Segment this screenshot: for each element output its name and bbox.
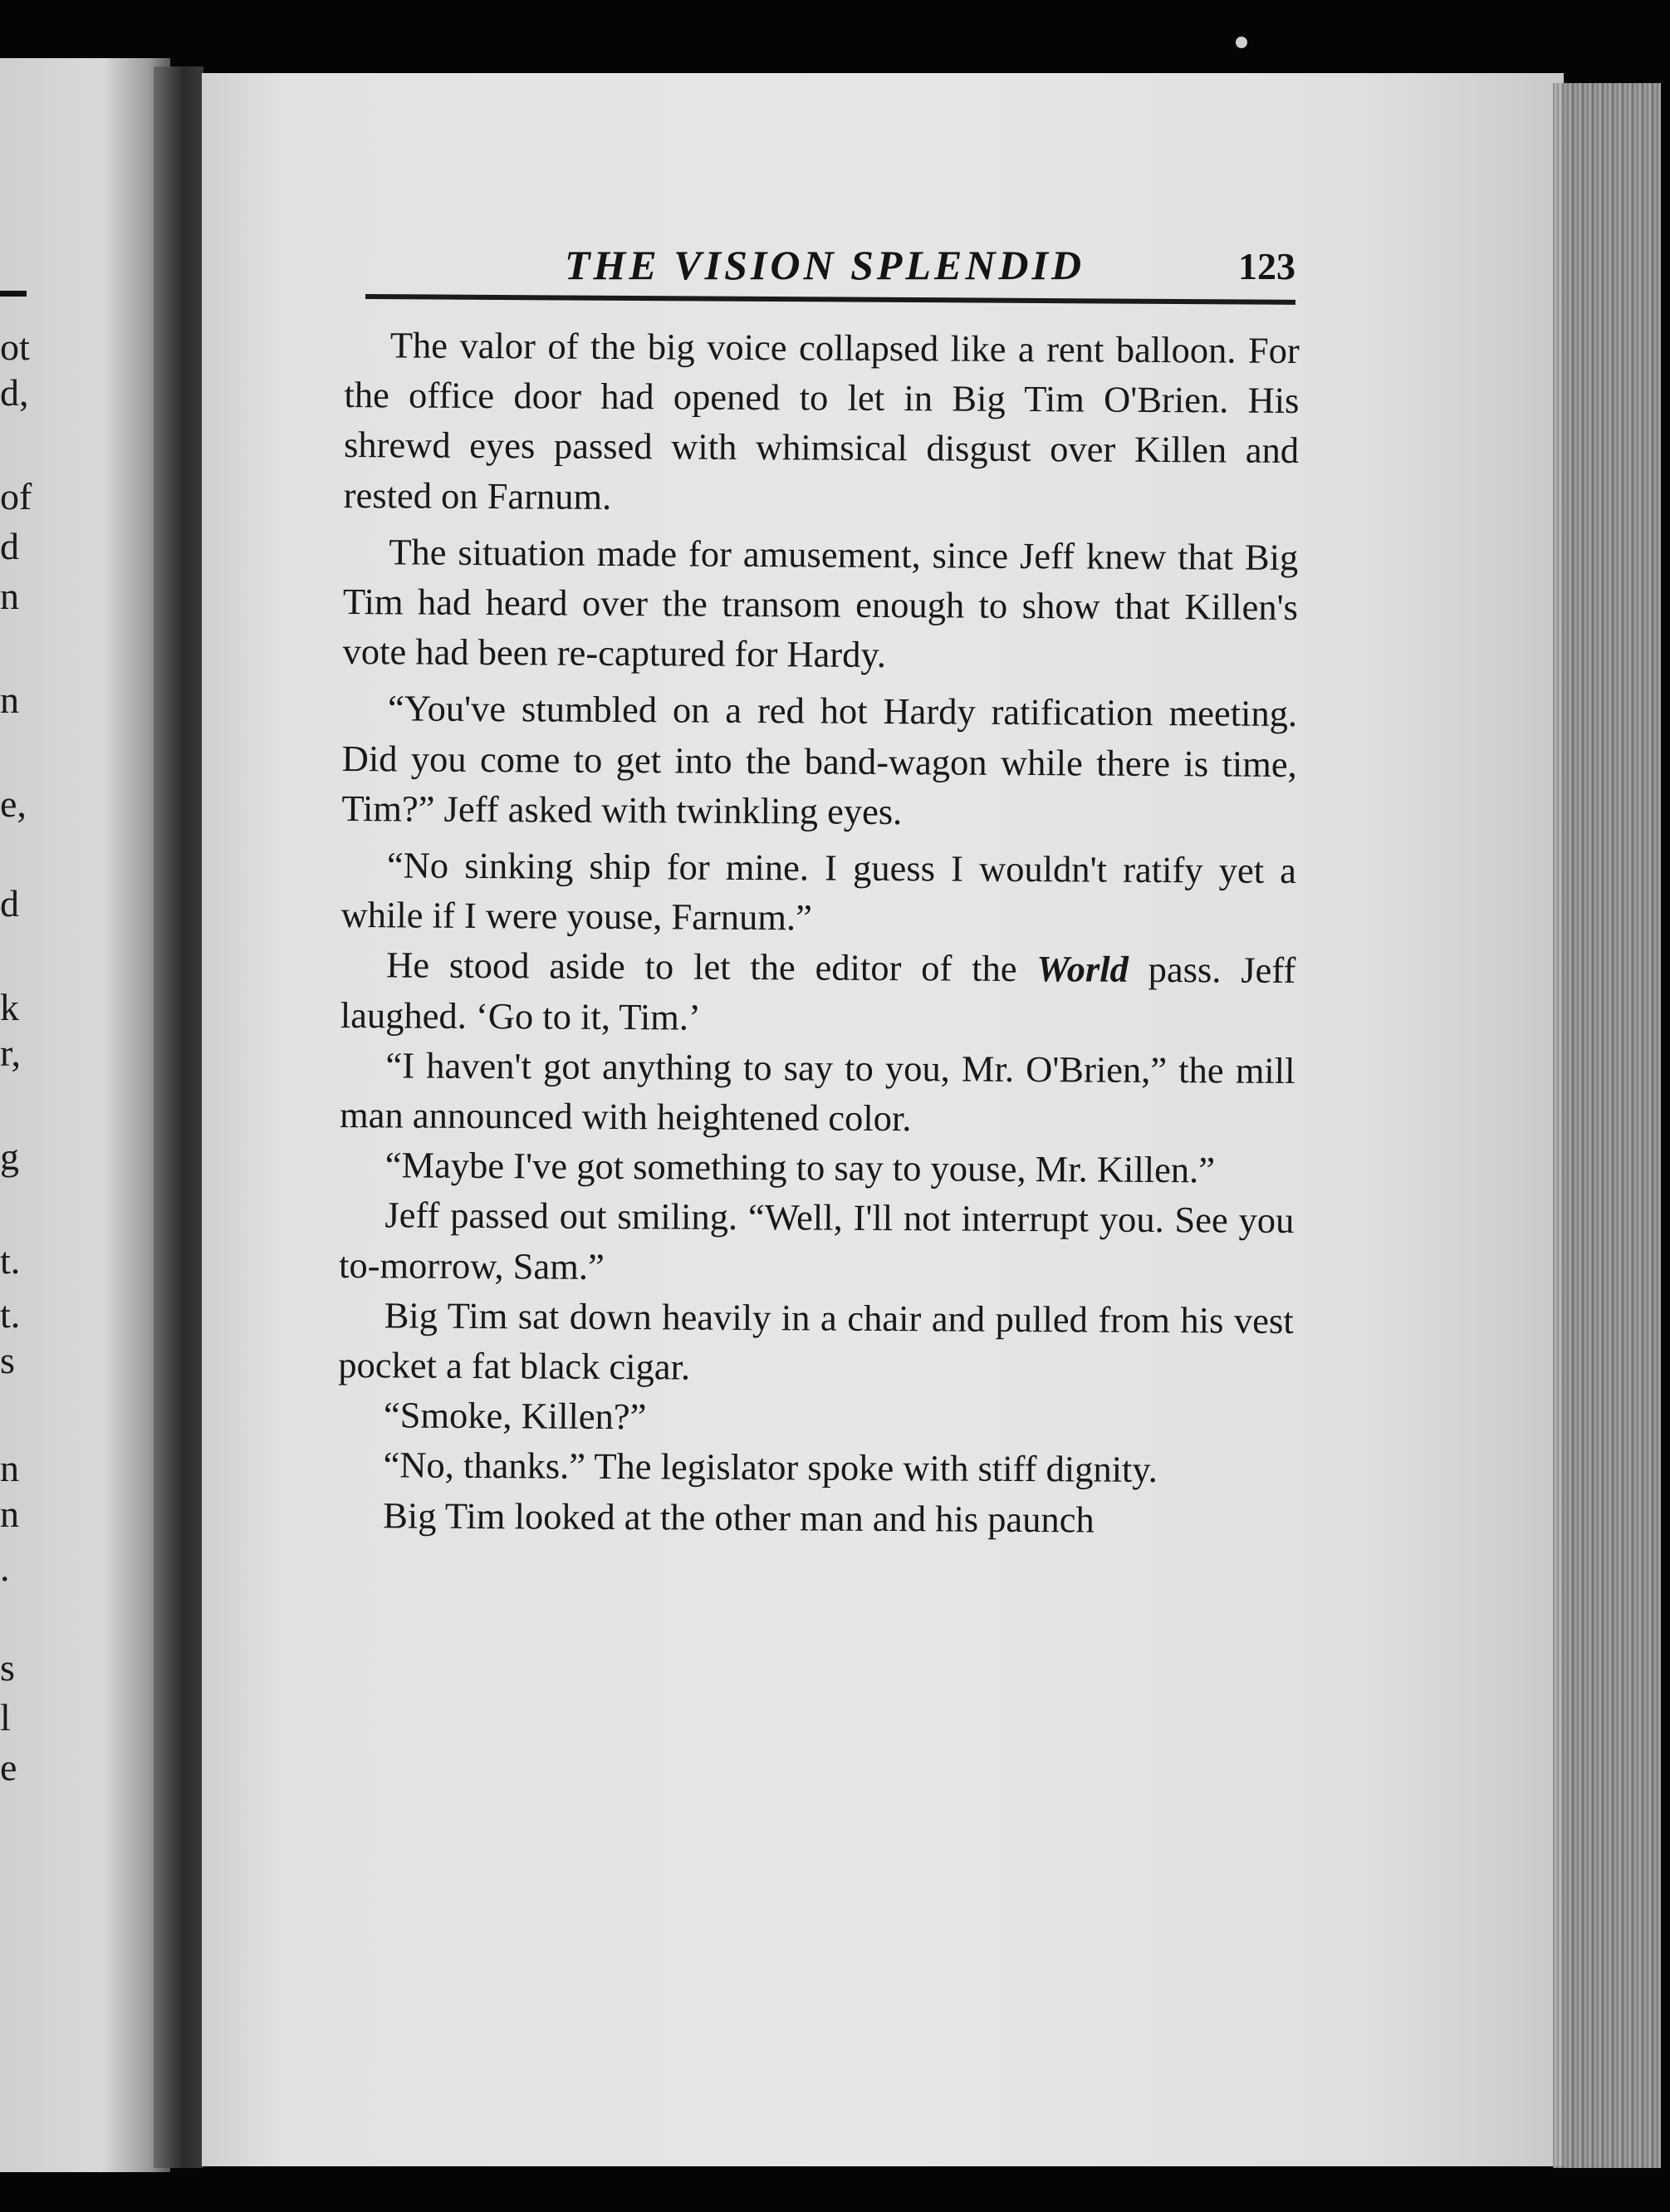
running-title: THE VISION SPLENDID xyxy=(565,242,1085,288)
paragraph: “No, thanks.” The legislator spoke with stiff dignity. xyxy=(383,1444,1158,1491)
left-page-fragment: . xyxy=(0,1547,10,1589)
newspaper-title: World xyxy=(1036,948,1129,991)
left-page-fragment: s xyxy=(0,1646,15,1689)
paragraph: The situation made for amusement, since Jeff knew that Big Tim had heard over the transom enough to show that Killen's vote had been re-captured for Hardy. xyxy=(342,531,1299,676)
left-page-fragment: t. xyxy=(0,1239,21,1282)
left-page-fragment: d xyxy=(0,882,19,925)
left-page-fragment: d xyxy=(0,525,19,567)
left-page-fragment: n xyxy=(0,679,19,721)
paragraph-text: pass. Jeff laughed. ‘Go to it, Tim.’ xyxy=(340,949,1296,1038)
paragraph: Big Tim sat down heavily in a chair and pulled from his vest pocket a fat black cigar. xyxy=(338,1294,1294,1388)
left-page-fragment: n xyxy=(0,1493,19,1535)
page-body xyxy=(337,320,1300,1546)
left-page-fragment: r, xyxy=(0,1032,21,1074)
left-page-rule xyxy=(0,291,27,297)
left-page-fragment: e xyxy=(0,1746,17,1788)
paragraph: “Maybe I've got something to say to youse, Mr. Killen.” xyxy=(384,1144,1216,1191)
dust-speck xyxy=(1236,37,1247,48)
page-number: 123 xyxy=(1238,245,1295,287)
left-page-fragment: ot xyxy=(0,326,30,368)
book-gutter xyxy=(154,66,203,2168)
left-page-fragment: n xyxy=(0,575,19,617)
paragraph: Jeff passed out smiling. “Well, I'll not interrupt you. See you to-morrow, Sam.” xyxy=(338,1194,1295,1287)
left-page-fragment: t. xyxy=(0,1293,21,1336)
left-page-fragment: e, xyxy=(0,782,27,825)
left-page-fragment: of xyxy=(0,475,32,517)
paragraph-text: He stood aside to let the editor of the xyxy=(386,944,1037,990)
page-edges xyxy=(1553,83,1661,2168)
paragraph: “I haven't got anything to say to you, Mr. O'Brien,” the mill man announced with heightened color. xyxy=(340,1044,1295,1140)
left-page-fragment: d, xyxy=(0,371,29,414)
paragraph: Big Tim looked at the other man and his paunch xyxy=(383,1493,1095,1541)
left-page-fragment: g xyxy=(0,1135,19,1178)
paragraph xyxy=(340,939,1296,1045)
left-page-fragment: k xyxy=(0,986,19,1028)
paragraph: “You've stumbled on a red hot Hardy ratification meeting. Did you come to get into the band-wagon while there is time, Tim?” Jeff asked with twinkling eyes. xyxy=(341,687,1298,832)
left-page-fragment: l xyxy=(0,1696,11,1739)
left-page-fragment: n xyxy=(0,1447,19,1489)
paragraph: The valor of the big voice collapsed like a rent balloon. For the office door had opened to let in Big Tim O'Brien. His shrewd eyes passed with whimsical disgust over Killen and rested on Farnum. xyxy=(343,324,1300,517)
paragraph: “No sinking ship for mine. I guess I wouldn't ratify yet a while if I were youse, Farnum.” xyxy=(340,844,1297,939)
left-page-fragment: s xyxy=(0,1339,15,1381)
paragraph: “Smoke, Killen?” xyxy=(383,1394,647,1438)
